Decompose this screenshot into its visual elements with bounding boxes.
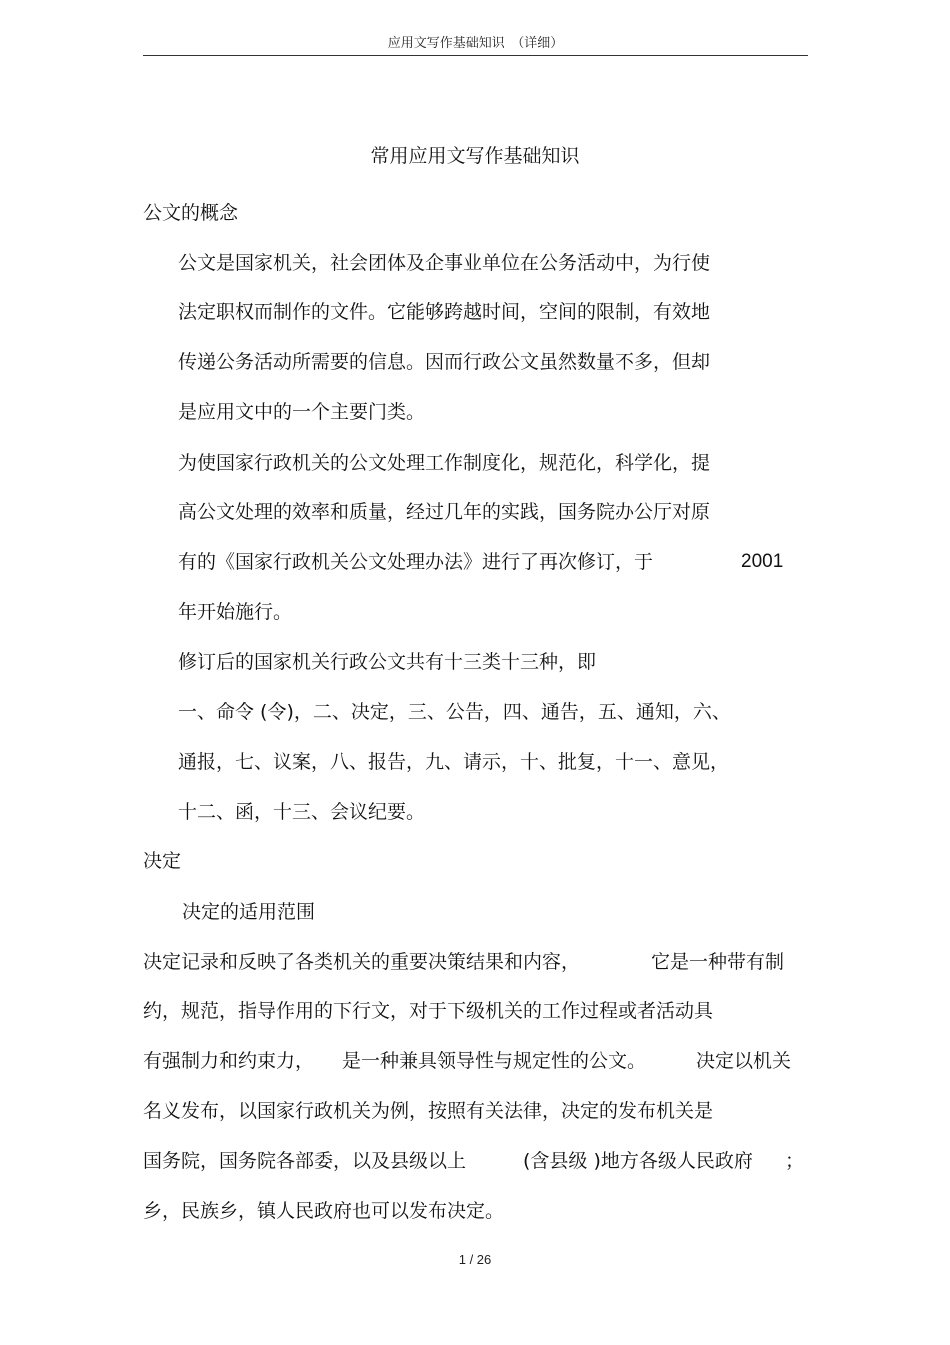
paragraph-line: 为使国家行政机关的公文处理工作制度化，规范化，科学化，提 <box>178 452 711 474</box>
paragraph-line-revision <box>178 549 653 575</box>
paragraph-line: 一、命令 (令)，二、决定，三、公告，四、通告，五、通知，六、 <box>178 701 731 723</box>
paragraph-line: 传递公务活动所需要的信息。因而行政公文虽然数量不多，但却 <box>178 351 711 373</box>
paragraph-line-segment: ； <box>785 1150 805 1172</box>
paragraph-line-segment: (含县级 )地方各级人民政府 <box>523 1150 753 1172</box>
paragraph-line: 公文是国家机关，社会团体及企事业单位在公务活动中，为行使 <box>178 252 711 274</box>
paragraph-line: 有强制力和约束力， <box>143 1050 315 1072</box>
paragraph-line: 国务院，国务院各部委，以及县级以上 <box>143 1150 467 1172</box>
paragraph-line: 是应用文中的一个主要门类。 <box>178 401 426 423</box>
paragraph-line: 年开始施行。 <box>178 601 293 623</box>
section-heading-concept: 公文的概念 <box>143 202 239 224</box>
subsection-heading: 决定的适用范围 <box>182 901 316 923</box>
header-divider <box>143 55 808 56</box>
page-header <box>143 34 808 56</box>
paragraph-line: 通报，七、议案，八、报告，九、请示，十、批复，十一、意见， <box>178 751 730 773</box>
paragraph-line: 十二、函，十三、会议纪要。 <box>178 801 426 823</box>
paragraph-line-segment: 它是一种带有制 <box>651 951 785 973</box>
revision-text: 有的《国家行政机关公文处理办法》进行了再次修订，于 <box>178 551 654 573</box>
paragraph-line: 高公文处理的效率和质量，经过几年的实践，国务院办公厅对原 <box>178 501 711 523</box>
page-indicator: 1 / 26 <box>458 1252 492 1267</box>
paragraph-line: 法定职权而制作的文件。它能够跨越时间，空间的限制，有效地 <box>178 301 711 323</box>
paragraph-line: 乡，民族乡，镇人民政府也可以发布决定。 <box>143 1200 505 1222</box>
header-title: 应用文写作基础知识 （详细） <box>387 36 564 51</box>
page-footer <box>0 1250 950 1270</box>
paragraph-line: 修订后的国家机关行政公文共有十三类十三种，即 <box>178 651 597 673</box>
paragraph-line: 约，规范，指导作用的下行文，对于下级机关的工作过程或者活动具 <box>143 1000 714 1022</box>
revision-year: 2001 <box>741 551 784 572</box>
paragraph-line-segment: 是一种兼具领导性与规定性的公文。 <box>342 1050 647 1072</box>
paragraph-line: 决定记录和反映了各类机关的重要决策结果和内容， <box>143 951 581 973</box>
section-heading-decision: 决定 <box>143 850 182 872</box>
document-title: 常用应用文写作基础知识 <box>370 145 580 167</box>
paragraph-line-segment: 决定以机关 <box>696 1050 792 1072</box>
paragraph-line: 名义发布，以国家行政机关为例，按照有关法律，决定的发布机关是 <box>143 1100 714 1122</box>
